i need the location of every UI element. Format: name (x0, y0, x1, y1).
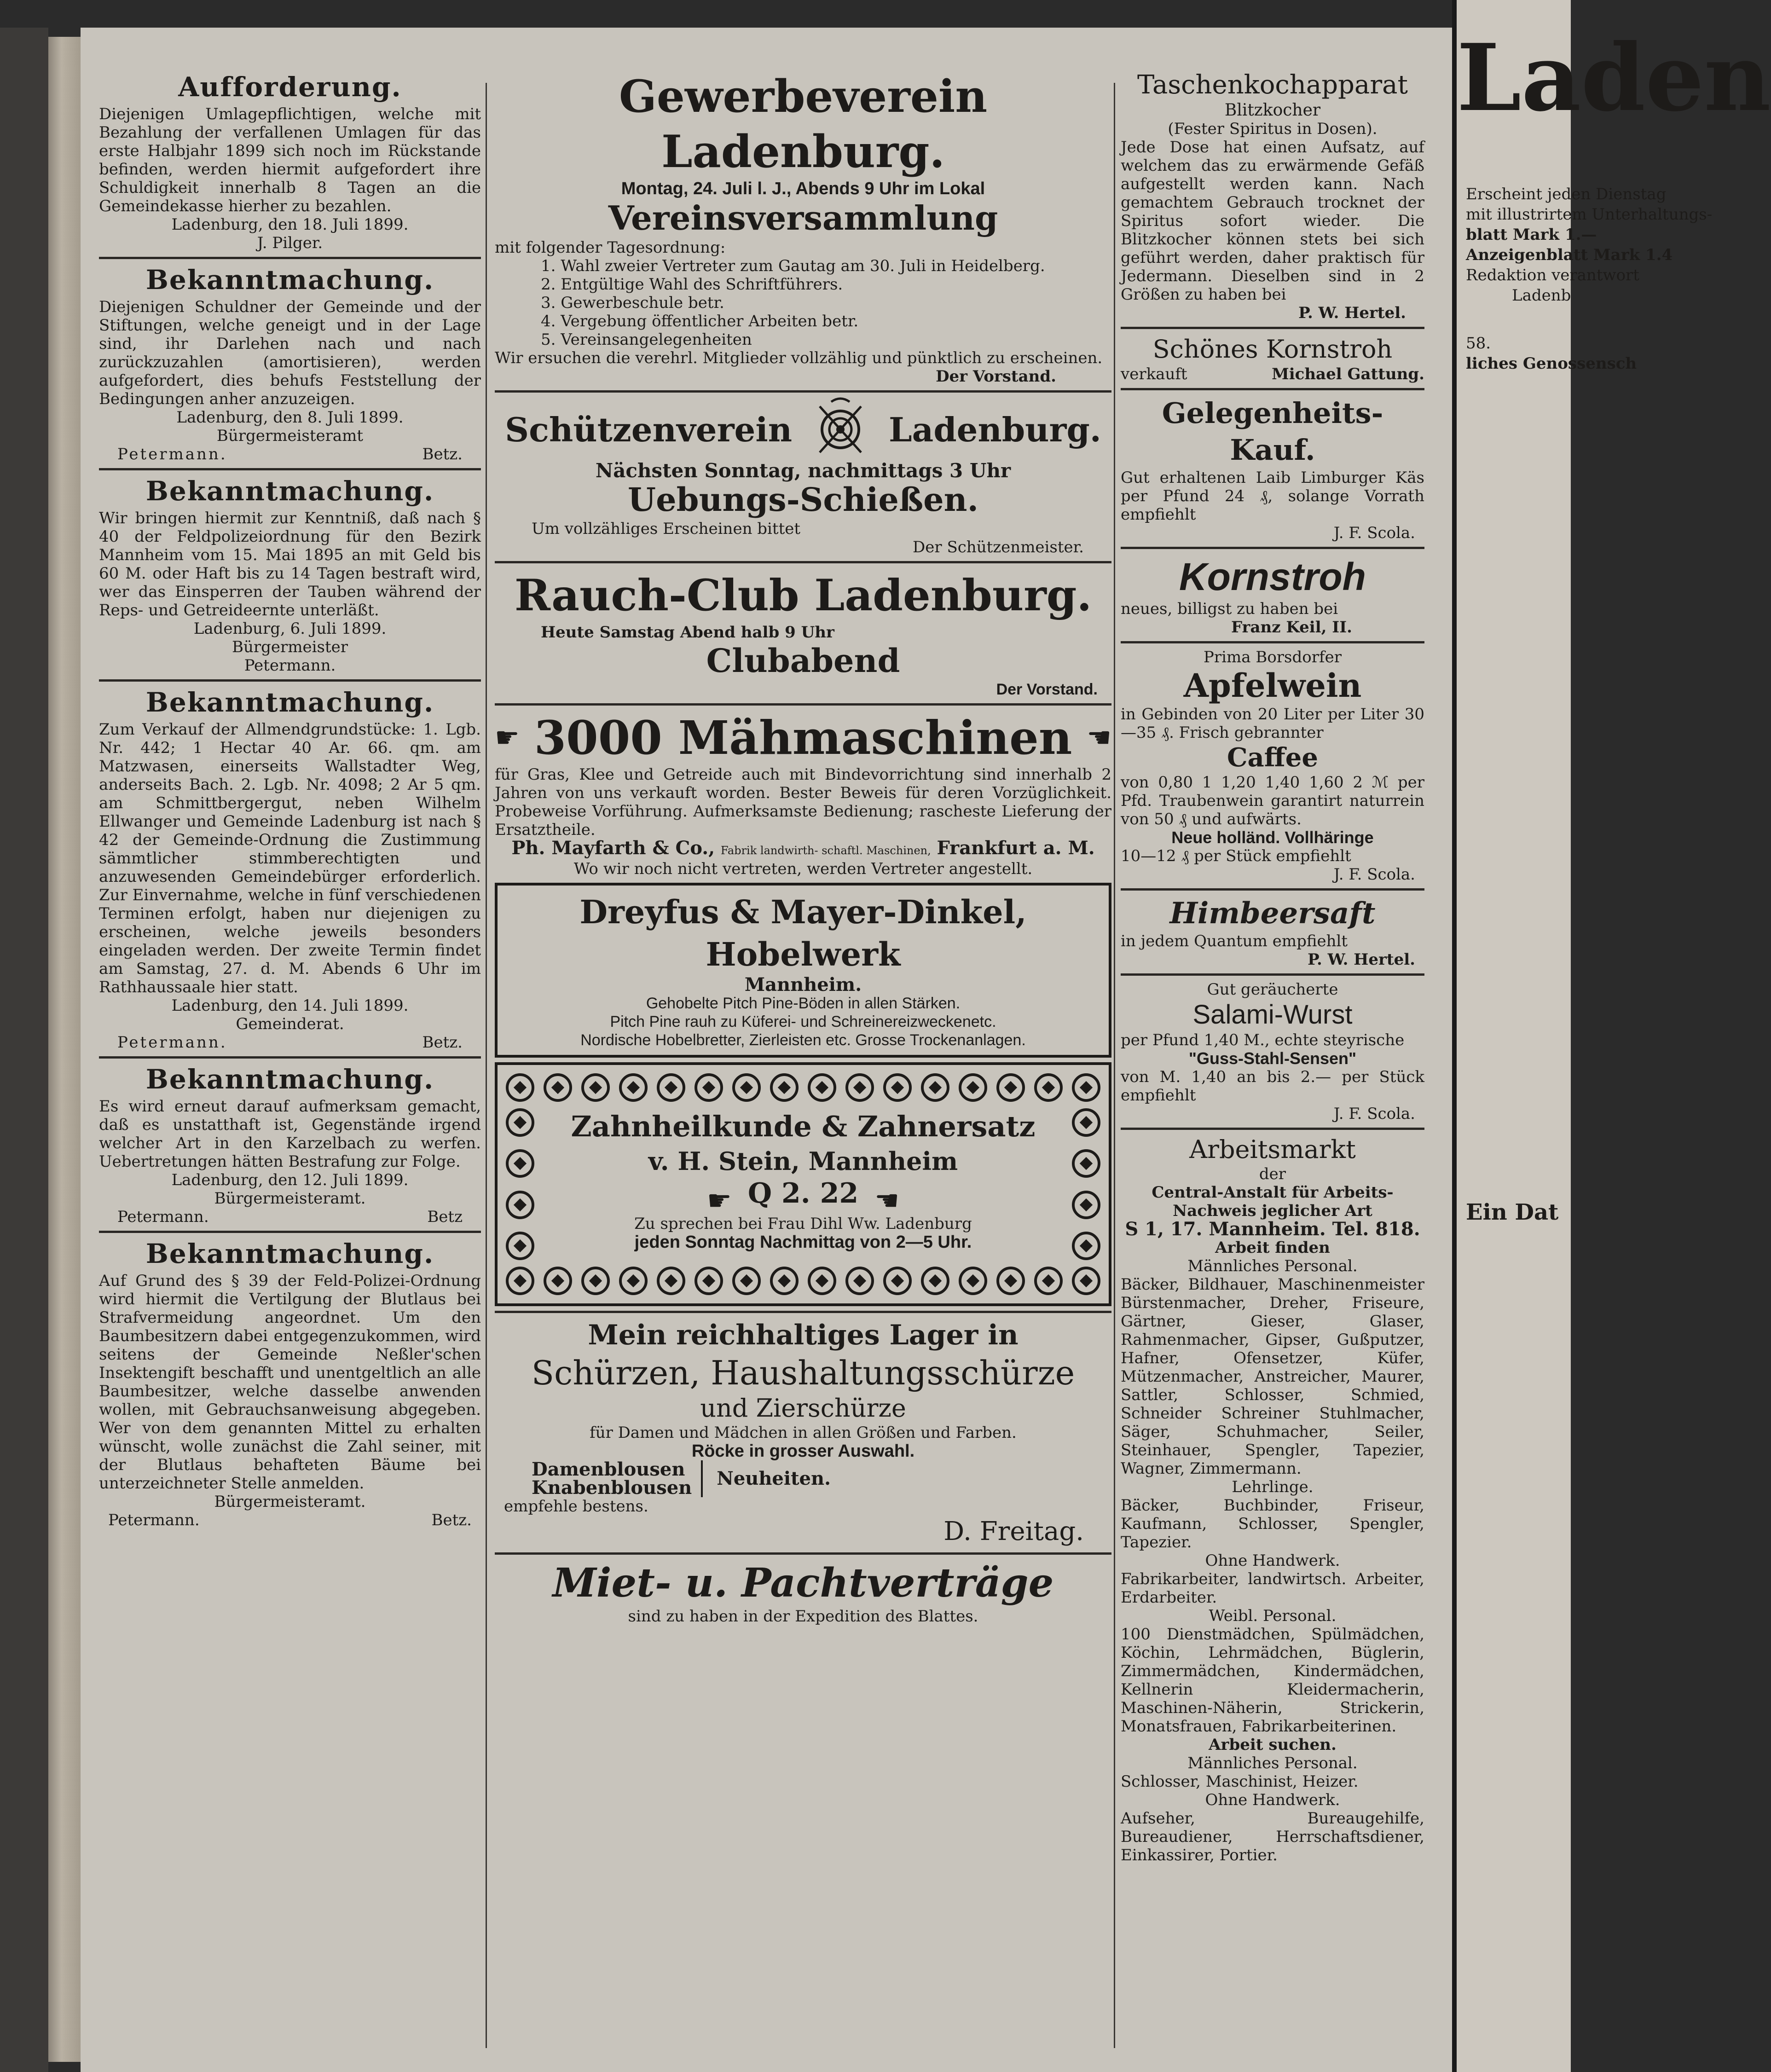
ad-subtitle: (Fester Spiritus in Dosen). (1168, 120, 1377, 138)
notice-body: Wir bringen hiermit zur Kenntniß, daß nach § 40 der Feldpolizeiordnung für den Bezirk Mannheim vom 15. Mai 1895 an mit Geld bis 60 M. oder Haft bis zu 14 Tagen bestraft wird, wer das Einsperren der Tauben während der Reps- und Getreideernte unterläßt. (99, 509, 481, 619)
ad-when: Montag, 24. Juli l. J., Abends 9 Uhr im Lokal (621, 179, 985, 198)
section-body: 100 Dienstmädchen, Spülmädchen, Köchin, Lehrmädchen, Büglerin, Zimmermädchen, Kindermädchen, Kellnerin Kleidermacherin, Maschinen-Näherin, Strickerin, Monatsfrauen, Fabrikarbeiterinen. (1121, 1625, 1424, 1736)
pointing-hand-icon: ☚ (874, 1184, 899, 1217)
divider (1121, 388, 1424, 390)
ad-dreyfus (495, 883, 1111, 1058)
notice-title: Bekanntmachung. (145, 687, 434, 718)
ad-title: Apfelwein (1183, 666, 1362, 705)
divider (495, 1552, 1111, 1555)
ad-arbeitsmarkt (1121, 1134, 1424, 1864)
next-page-line: mit illustrirtem Unterhaltungs- (1466, 205, 1713, 224)
notice-cosignature: Betz. (422, 1033, 463, 1052)
next-page-line: 58. (1466, 334, 1491, 353)
ad-signature: Der Vorstand. (996, 681, 1098, 698)
agenda-item: 1. Wahl zweier Vertreter zum Gautag am 30. Juli in Heidelberg. (541, 257, 1045, 275)
notice-aufforderung (99, 71, 481, 252)
section-subhead: Ohne Handwerk. (1205, 1551, 1340, 1570)
ad-line: 10—12 ₰ per Stück empfiehlt (1121, 847, 1351, 865)
ad-gewerbeverein (495, 69, 1111, 386)
ad-himbeersaft (1121, 895, 1424, 969)
divider (99, 1056, 481, 1059)
agenda-item: 5. Vereinsangelegenheiten (541, 330, 752, 349)
notice-allmend (99, 686, 481, 1052)
target-emblem-icon (810, 397, 870, 462)
next-page-line: Ladenb (1512, 286, 1571, 305)
notice-date: Ladenburg, 6. Juli 1899. (193, 619, 387, 638)
ad-seller: Franz Keil, II. (1231, 618, 1352, 637)
ad-title: Kornstroh (1179, 555, 1366, 598)
middle-column (495, 69, 1111, 1626)
notice-title: Bekanntmachung. (145, 475, 434, 507)
section-subhead: Ohne Handwerk. (1205, 1791, 1340, 1809)
ad-taschenkochapparat (1121, 69, 1424, 322)
ornament-border (506, 1108, 534, 1260)
section-subhead: Lehrlinge. (1232, 1478, 1314, 1496)
ad-pre: der (1259, 1165, 1286, 1183)
next-page-line: Ein Dat (1466, 1199, 1559, 1225)
agenda-item: 2. Entgültige Wahl des Schriftführers. (541, 275, 843, 294)
ad-line: Zu sprechen bei Frau Dihl Ww. Ladenburg (634, 1214, 972, 1233)
section-head: Arbeit suchen. (1209, 1736, 1337, 1754)
agenda-item: 4. Vergebung öffentlicher Arbeiten betr. (541, 312, 859, 330)
divider (495, 1311, 1111, 1313)
ad-title: Schürzen, Haushaltungsschürze (531, 1354, 1075, 1392)
ad-event: Clubabend (706, 642, 900, 680)
ad-highlight: "Guss-Stahl-Sensen" (1188, 1049, 1357, 1068)
next-page-line: blatt Mark 1.— (1466, 226, 1597, 244)
ad-kornstroh-keil (1121, 554, 1424, 637)
ad-body: per Pfund 1,40 M., echte steyrische (1121, 1031, 1405, 1049)
ad-city: Mannheim. (744, 974, 862, 995)
next-page-line: Erscheint jeden Dienstag (1466, 185, 1667, 203)
notice-blutlaus (99, 1238, 481, 1529)
ad-body: Jede Dose hat einen Aufsatz, auf welchem das zu erwärmende Gefäß aufgestellt werden kann. Nach gemachtem Gebrauch trocknet der Spiritus sofort wieder. Die Blitzkocher können stets bei sich geführt werden, daher praktisch für Jedermann. Dieselben sind in 2 Größen zu haben bei (1121, 138, 1424, 304)
notice-office: Bürgermeisteramt. (214, 1493, 366, 1511)
ad-address: S 1, 17. Mannheim. Tel. 818. (1125, 1218, 1420, 1240)
notice-office: Bürgermeisteramt. (214, 1189, 366, 1208)
ad-event: Vereinsversammlung (608, 198, 998, 237)
ad-address: Q 2. 22 (747, 1177, 859, 1210)
ad-schuetzenverein (495, 397, 1111, 556)
left-column (99, 69, 481, 1529)
section-body: Bäcker, Bildhauer, Maschinenmeister Bürstenmacher, Dreher, Friseure, Gärtner, Gieser, Glaser, Rahmenmacher, Gipser, Gußputzer, Hafner, Ofensetzer, Küfer, Mützenmacher, Anstreicher, Maurer, Sattler, Schlosser, Schmied, Schneider Schreiner Stuhlmacher, Säger, Schuhmacher, Seiler, Steinhauer, Spengler, Tapezier, Wagner, Zimmermann. (1121, 1275, 1424, 1478)
notice-body: Auf Grund des § 39 der Feld-Polizei-Ordnung wird hiermit die Vertilgung der Blutlaus bei Strafvermeidung angeordnet. Um den Baumbesitzern dabei entgegenzukommen, wird seitens der Gemeinde Neßler'schen Insektengift beschafft und unentgeltlich an alle Baumbesitzer, welche dasselbe anwenden wollen, mit Gebrauchsanweisung abgegeben. Wer von dem genannten Mittel zu erhalten wünscht, wolle zunächst die Zahl seiner, mit der Blutlaus behafteten Bäume bei unterzeichneter Stelle anmelden. (99, 1272, 481, 1493)
ad-salami (1121, 980, 1424, 1123)
notice-body: Diejenigen Umlagepflichtigen, welche mit Bezahlung der verfallenen Umlagen für das erste Halbjahr 1899 sich noch im Rückstande befinden, werden hiermit aufgefordert ihre Schuldigkeit innerhalb 8 Tagen an die Gemeindekasse hierher zu bezahlen. (99, 105, 481, 215)
ad-closing: Wir ersuchen die verehrl. Mitglieder vollzählig und pünktlich zu erscheinen. (495, 349, 1103, 367)
page-edge (48, 37, 81, 2062)
ad-pre: Gut geräucherte (1207, 980, 1338, 999)
ad-body: neues, billigst zu haben bei (1121, 600, 1338, 618)
ad-body: verkauft (1121, 365, 1187, 383)
ad-item: Neuheiten. (717, 1468, 831, 1489)
ad-institution: Central-Anstalt für Arbeits-Nachweis jeglicher Art (1152, 1183, 1394, 1220)
notice-signature: Petermann. (108, 1511, 200, 1529)
divider (1121, 888, 1424, 891)
ad-line: Pitch Pine rauh zu Küferei- und Schreinereizweckenetc. (610, 1013, 996, 1030)
next-page-line: Redaktion verantwort (1466, 266, 1639, 284)
ad-seller: P. W. Hertel. (1308, 950, 1415, 969)
pointing-hand-icon: ☚ (1087, 722, 1111, 754)
ad-freitag (495, 1318, 1111, 1548)
ad-line: sind zu haben in der Expedition des Blattes. (628, 1607, 978, 1626)
ad-when: Heute Samstag Abend halb 9 Uhr (541, 623, 834, 642)
ad-title-right: Ladenburg. (889, 410, 1101, 449)
ad-name: v. H. Stein, Mannheim (648, 1146, 958, 1176)
notice-kanzelbach (99, 1063, 481, 1226)
divider (99, 468, 481, 470)
ad-title: Arbeitsmarkt (1189, 1135, 1356, 1164)
ad-title: Gewerbeverein Ladenburg. (619, 70, 988, 178)
notice-office: Bürgermeister (232, 638, 348, 656)
ad-event: Uebungs-Schießen. (628, 480, 978, 519)
ad-line: Gehobelte Pitch Pine-Böden in allen Stärken. (646, 995, 961, 1012)
section-subhead: Weibl. Personal. (1209, 1607, 1337, 1625)
notice-office: Bürgermeisteramt (216, 427, 364, 445)
ad-gelegenheitskauf (1121, 395, 1424, 542)
ad-firm: Ph. Mayfarth & Co., (511, 837, 715, 859)
next-page-line: Anzeigenblatt Mark 1.4 (1466, 246, 1673, 264)
notice-tauben (99, 475, 481, 675)
ad-signature: Der Vorstand. (936, 367, 1056, 386)
notice-date: Ladenburg, den 14. Juli 1899. (171, 996, 409, 1015)
column-rule-2 (1114, 83, 1115, 2048)
notice-title: Aufforderung. (178, 71, 402, 103)
ad-line: Nordische Hobelbretter, Zierleisten etc. Grosse Trockenanlagen. (580, 1031, 1026, 1049)
pointing-hand-icon: ☛ (707, 1184, 732, 1217)
ad-apfelwein (1121, 648, 1424, 884)
ad-title: Dreyfus & Mayer-Dinkel, Hobelwerk (579, 893, 1027, 973)
ad-title: Taschenkochapparat (1137, 70, 1408, 100)
ad-prices: von 0,80 1 1,20 1,40 1,60 2 ℳ per Pfd. Traubenwein garantirt naturrein von 50 ₰ und aufwärts. (1121, 773, 1424, 828)
right-column (1121, 69, 1424, 1864)
divider (99, 679, 481, 682)
ad-body: für Gras, Klee und Getreide auch mit Bindevorrichtung sind innerhalb 2 Jahren von uns verkauft worden. Bester Beweis für deren Vorzüglichkeit. Probeweise Vorführung. Aufmerksamste Bedienung; rascheste Lieferung der Ersatztheile. (495, 765, 1111, 839)
ad-line: jeden Sonntag Nachmittag von 2—5 Uhr. (634, 1232, 972, 1252)
agenda-list (495, 257, 1111, 349)
ad-subtitle: Blitzkocher (1224, 101, 1321, 120)
ad-body: in jedem Quantum empfiehlt (1121, 932, 1348, 950)
ad-title: Salami-Wurst (1192, 1000, 1353, 1030)
ad-body: Gut erhaltenen Laib Limburger Käs per Pfund 24 ₰, solange Vorrath empfiehlt (1121, 469, 1424, 524)
ad-line: für Damen und Mädchen in allen Größen und Farben. (590, 1424, 1017, 1442)
ad-line: Mein reichhaltiges Lager in (588, 1319, 1019, 1351)
ad-city: Frankfurt a. M. (937, 837, 1095, 859)
notice-date: Ladenburg, den 8. Juli 1899. (176, 408, 404, 427)
ad-pre: Prima Borsdorfer (1204, 648, 1342, 666)
next-page-masthead: Laden (1457, 24, 1771, 132)
notice-office: Gemeinderat. (236, 1015, 344, 1033)
ornament-border (506, 1073, 1100, 1102)
ad-subtitle: Caffee (1227, 742, 1319, 773)
ad-line: Neue holländ. Vollhäringe (1171, 828, 1374, 847)
ad-line: empfehle bestens. (504, 1497, 648, 1516)
notice-signature: Petermann. (244, 656, 336, 675)
notice-cosignature: Betz. (422, 445, 463, 463)
section-body: Bäcker, Buchbinder, Friseur, Kaufmann, Schlosser, Spengler, Tapezier. (1121, 1496, 1424, 1551)
notice-signature: Petermann. (117, 445, 227, 463)
ad-when: Nächsten Sonntag, nachmittags 3 Uhr (595, 459, 1011, 482)
ornament-border (1072, 1108, 1100, 1260)
book-spine (0, 28, 48, 2072)
divider (495, 390, 1111, 393)
notice-signature: Petermann. (117, 1033, 227, 1052)
ad-title: 3000 Mähmaschinen (534, 711, 1072, 765)
notice-body: Diejenigen Schuldner der Gemeinde und der Stiftungen, welche geneigt und in der Lage sind, ihr Darlehen nach und nach zurückzuzahlen (amortisieren), werden aufgefordert, dies behufs Feststellung der Bedingungen anher anzuzeigen. (99, 298, 481, 408)
ad-pachtvertraege (495, 1559, 1111, 1626)
section-head: Arbeit finden (1215, 1239, 1330, 1257)
divider (1121, 641, 1424, 643)
ad-firm-note: Fabrik landwirth- schaftl. Maschinen, (720, 844, 931, 857)
ad-title: Zahnheilkunde & Zahnersatz (571, 1110, 1036, 1143)
ad-item: Knabenblousen (532, 1477, 692, 1499)
pointing-hand-icon: ☛ (495, 722, 520, 754)
ad-title: Rauch-Club Ladenburg. (514, 570, 1092, 621)
ornament-border (506, 1267, 1100, 1295)
next-page-line: liches Genossensch (1466, 354, 1637, 373)
notice-date: Ladenburg, den 12. Juli 1899. (171, 1171, 409, 1189)
notice-body: Zum Verkauf der Allmendgrundstücke: 1. Lgb. Nr. 442; 1 Hectar 40 Ar. 66. qm. am Matzwasen, einerseits Wallstadter Weg, anderseits Bach. 2. Lgb. Nr. 4098; 2 Ar 5 qm. am Schmittbergergut, neben Wilhelm Ellwanger und Gemeinde Ladenburg ist nach § 42 der Gemeinde-Ordnung die Zustimmung sämmtlicher stimmberechtigten und anzuwesenden Gemeindebürger erforderlich. Zur Einvernahme, welche in fünf verschiedenen Terminen erfolgt, haben nur diejenigen zu erscheinen, welche jeweils besonders eingeladen werden. Der zweite Termin findet am Samstag, 27. d. M. Abends 6 Uhr im Rathhaussaale hier statt. (99, 720, 481, 996)
section-body: Fabrikarbeiter, landwirtsch. Arbeiter, Erdarbeiter. (1121, 1570, 1424, 1607)
divider (1121, 327, 1424, 329)
section-body: Aufseher, Bureaugehilfe, Bureaudiener, Herrschaftsdiener, Einkassirer, Portier. (1121, 1809, 1424, 1864)
notice-title: Bekanntmachung. (145, 264, 434, 295)
column-rule-1 (486, 83, 487, 2048)
notice-body: Es wird erneut darauf aufmerksam gemacht, daß es unstatthaft ist, Gegenstände irgend welcher Art in den Karzelbach zu werfen. Uebertretungen hätten Bestrafung zur Folge. (99, 1097, 481, 1171)
notice-schuldner (99, 264, 481, 463)
ad-item: Damenblousen (532, 1459, 685, 1480)
ad-zahnheilkunde (495, 1062, 1111, 1306)
notice-cosignature: Betz (427, 1208, 463, 1226)
ad-maehmaschinen (495, 710, 1111, 878)
notice-signature: Petermann. (117, 1208, 209, 1226)
divider (1121, 1128, 1424, 1130)
ad-kornstroh-gattung (1121, 334, 1424, 383)
divider (1121, 973, 1424, 976)
ad-note: Um vollzähliges Erscheinen bittet (532, 520, 801, 538)
divider (1121, 547, 1424, 549)
ad-body: in Gebinden von 20 Liter per Liter 30—35 ₰. Frisch gebrannter (1121, 705, 1424, 742)
section-subhead: Männliches Personal. (1187, 1754, 1358, 1772)
ad-rauchclub (495, 568, 1111, 699)
section-body: Schlosser, Maschinist, Heizer. (1121, 1772, 1359, 1791)
ad-signature: D. Freitag. (943, 1516, 1084, 1546)
ad-title: Miet- u. Pachtverträge (552, 1560, 1054, 1606)
notice-cosignature: Betz. (431, 1511, 472, 1529)
ad-line: Röcke in grosser Auswahl. (691, 1441, 915, 1461)
ad-footer: Wo wir noch nicht vertreten, werden Vertreter angestellt. (573, 860, 1033, 878)
ad-seller: P. W. Hertel. (1298, 304, 1406, 322)
agenda-intro: mit folgender Tagesordnung: (495, 238, 726, 257)
ad-seller: J. F. Scola. (1333, 865, 1415, 884)
ad-title: Gelegenheits-Kauf. (1162, 396, 1383, 467)
notice-date: Ladenburg, den 18. Juli 1899. (171, 215, 409, 234)
divider (495, 561, 1111, 563)
notice-signature: J. Pilger. (257, 234, 323, 252)
section-subhead: Männliches Personal. (1187, 1257, 1358, 1275)
divider (99, 257, 481, 259)
ad-title: Himbeersaft (1169, 896, 1376, 931)
ad-body: von M. 1,40 an bis 2.— per Stück empfiehlt (1121, 1068, 1424, 1105)
ad-seller: Michael Gattung. (1272, 365, 1424, 383)
notice-title: Bekanntmachung. (145, 1064, 434, 1095)
ad-signature: Der Schützenmeister. (913, 538, 1084, 556)
ad-line: und Zierschürze (700, 1394, 906, 1423)
notice-title: Bekanntmachung. (145, 1238, 434, 1269)
next-page-edge (1452, 0, 1771, 2072)
ad-title: Schönes Kornstroh (1152, 335, 1393, 364)
ad-title-left: Schützenverein (505, 410, 793, 449)
divider (99, 1231, 481, 1233)
ad-seller: J. F. Scola. (1333, 1105, 1415, 1123)
ad-seller: J. F. Scola. (1333, 524, 1415, 542)
agenda-item: 3. Gewerbeschule betr. (541, 294, 724, 312)
divider (495, 703, 1111, 706)
